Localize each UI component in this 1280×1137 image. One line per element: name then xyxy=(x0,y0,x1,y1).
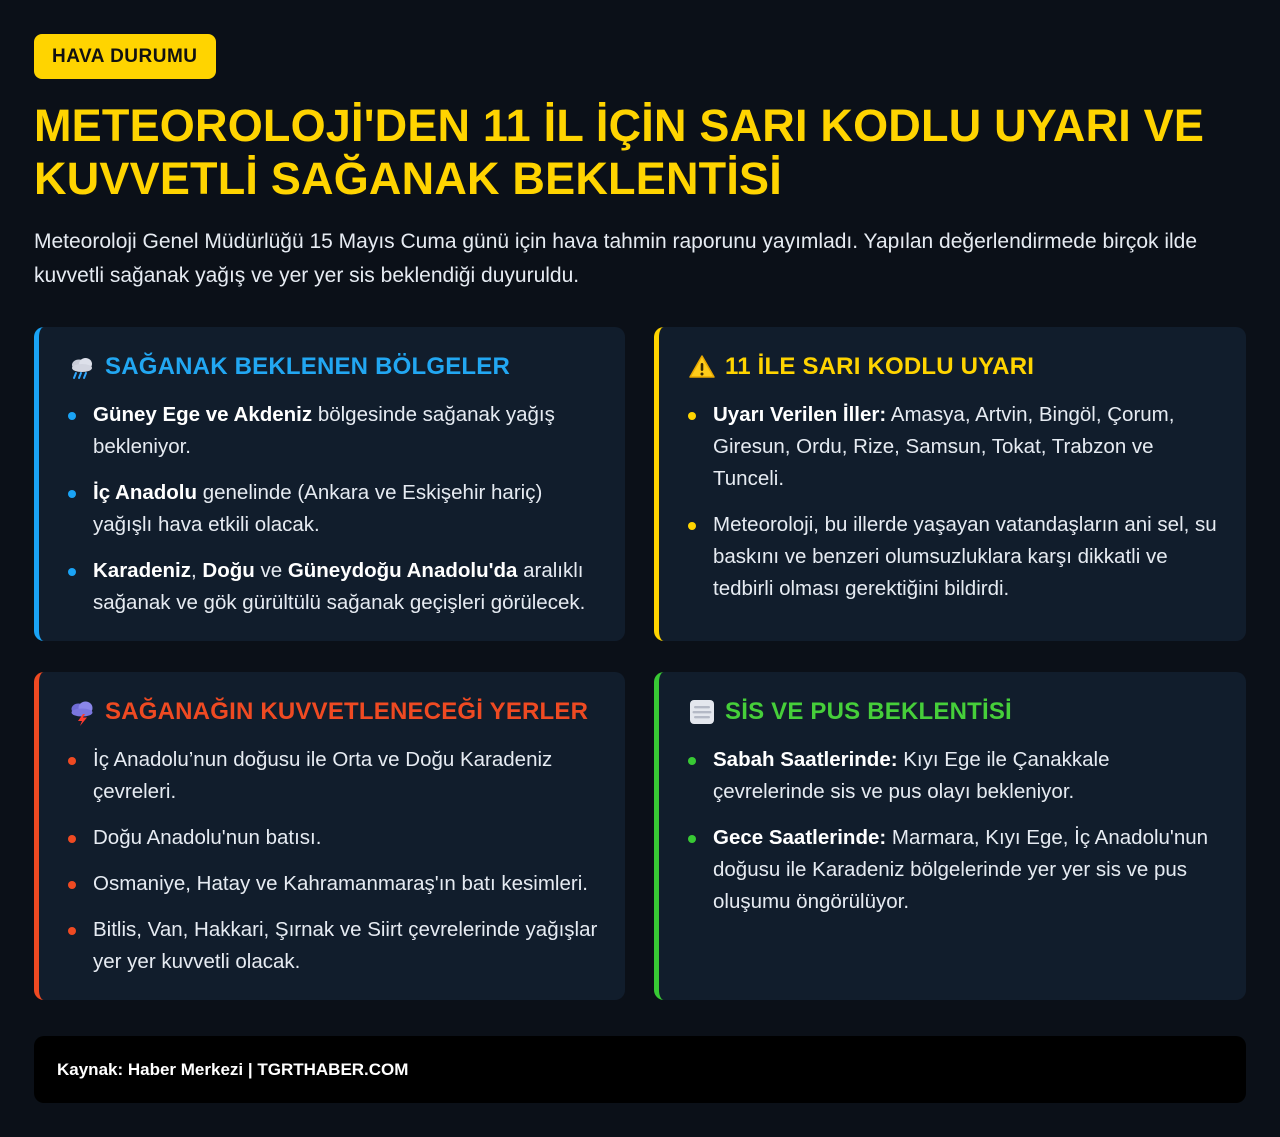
list-item: Doğu Anadolu'nun batısı. xyxy=(68,822,603,854)
list-item: İç Anadolu’nun doğusu ile Orta ve Doğu Karadeniz çevreleri. xyxy=(68,744,603,808)
card-saganak-bolgeler xyxy=(34,327,625,641)
list-item: İç Anadolu genelinde (Ankara ve Eskişehir hariç) yağışlı hava etkili olacak. xyxy=(68,477,603,541)
card-sis-title: SİS VE PUS BEKLENTİSİ xyxy=(725,698,1012,725)
list-item: Meteoroloji, bu illerde yaşayan vatandaşların ani sel, su baskını ve benzeri olumsuzluklara karşı dikkatli ve tedbirli olması gerektiğini bildirdi. xyxy=(688,509,1224,605)
category-badge: HAVA DURUMU xyxy=(34,34,216,79)
card-kuvvetli-yerler xyxy=(34,672,625,1000)
card-sari-kodlu-uyari xyxy=(654,327,1246,641)
card-uyari-list xyxy=(688,399,1224,605)
card-uyari-title: 11 İLE SARI KODLU UYARI xyxy=(725,353,1035,380)
card-uyari-header xyxy=(688,349,1224,385)
card-saganak-title: SAĞANAK BEKLENEN BÖLGELER xyxy=(105,353,511,380)
page-title xyxy=(34,99,1246,205)
card-sis-header xyxy=(688,694,1224,730)
fog-icon xyxy=(688,698,716,726)
list-item: Osmaniye, Hatay ve Kahramanmaraş'ın batı kesimleri. xyxy=(68,868,603,900)
page-title-line-1: METEOROLOJİ'DEN 11 İL İÇİN SARI KODLU UYARI VE xyxy=(34,100,1205,151)
list-item: Gece Saatlerinde: Marmara, Kıyı Ege, İç Anadolu'nun doğusu ile Karadeniz bölgelerinde yer yer sis ve pus oluşumu öngörülüyor. xyxy=(688,822,1224,918)
thunder-cloud-icon xyxy=(68,698,96,726)
card-kuvvetli-header xyxy=(68,694,603,730)
list-item: Bitlis, Van, Hakkari, Şırnak ve Siirt çevrelerinde yağışlar yer yer kuvvetli olacak. xyxy=(68,914,603,978)
card-kuvvetli-title: SAĞANAĞIN KUVVETLENECEĞİ YERLER xyxy=(105,698,589,725)
rain-cloud-icon xyxy=(68,353,96,381)
card-saganak-list xyxy=(68,399,603,619)
card-kuvvetli-list xyxy=(68,744,603,978)
list-item: Güney Ege ve Akdeniz bölgesinde sağanak yağış bekleniyor. xyxy=(68,399,603,463)
page-title-line-2: KUVVETLİ SAĞANAK BEKLENTİSİ xyxy=(34,153,782,204)
intro-paragraph: Meteoroloji Genel Müdürlüğü 15 Mayıs Cuma günü için hava tahmin raporunu yayımladı. Yapılan değerlendirmede birçok ilde kuvvetli sağanak yağış ve yer yer sis beklendiği duyuruldu. xyxy=(34,230,1198,287)
card-sis-pus xyxy=(654,672,1246,1000)
card-saganak-header xyxy=(68,349,603,385)
source-text: Kaynak: Haber Merkezi | TGRTHABER.COM xyxy=(57,1059,409,1079)
list-item: Sabah Saatlerinde: Kıyı Ege ile Çanakkale çevrelerinde sis ve pus olayı bekleniyor. xyxy=(688,744,1224,808)
warning-icon xyxy=(688,353,716,381)
list-item: Karadeniz, Doğu ve Güneydoğu Anadolu'da aralıklı sağanak ve gök gürültülü sağanak geçişleri görülecek. xyxy=(68,555,603,619)
card-sis-list xyxy=(688,744,1224,918)
list-item: Uyarı Verilen İller: Amasya, Artvin, Bingöl, Çorum, Giresun, Ordu, Rize, Samsun, Tokat, Trabzon ve Tunceli. xyxy=(688,399,1224,495)
source-footer xyxy=(34,1036,1246,1103)
article xyxy=(34,34,1246,293)
